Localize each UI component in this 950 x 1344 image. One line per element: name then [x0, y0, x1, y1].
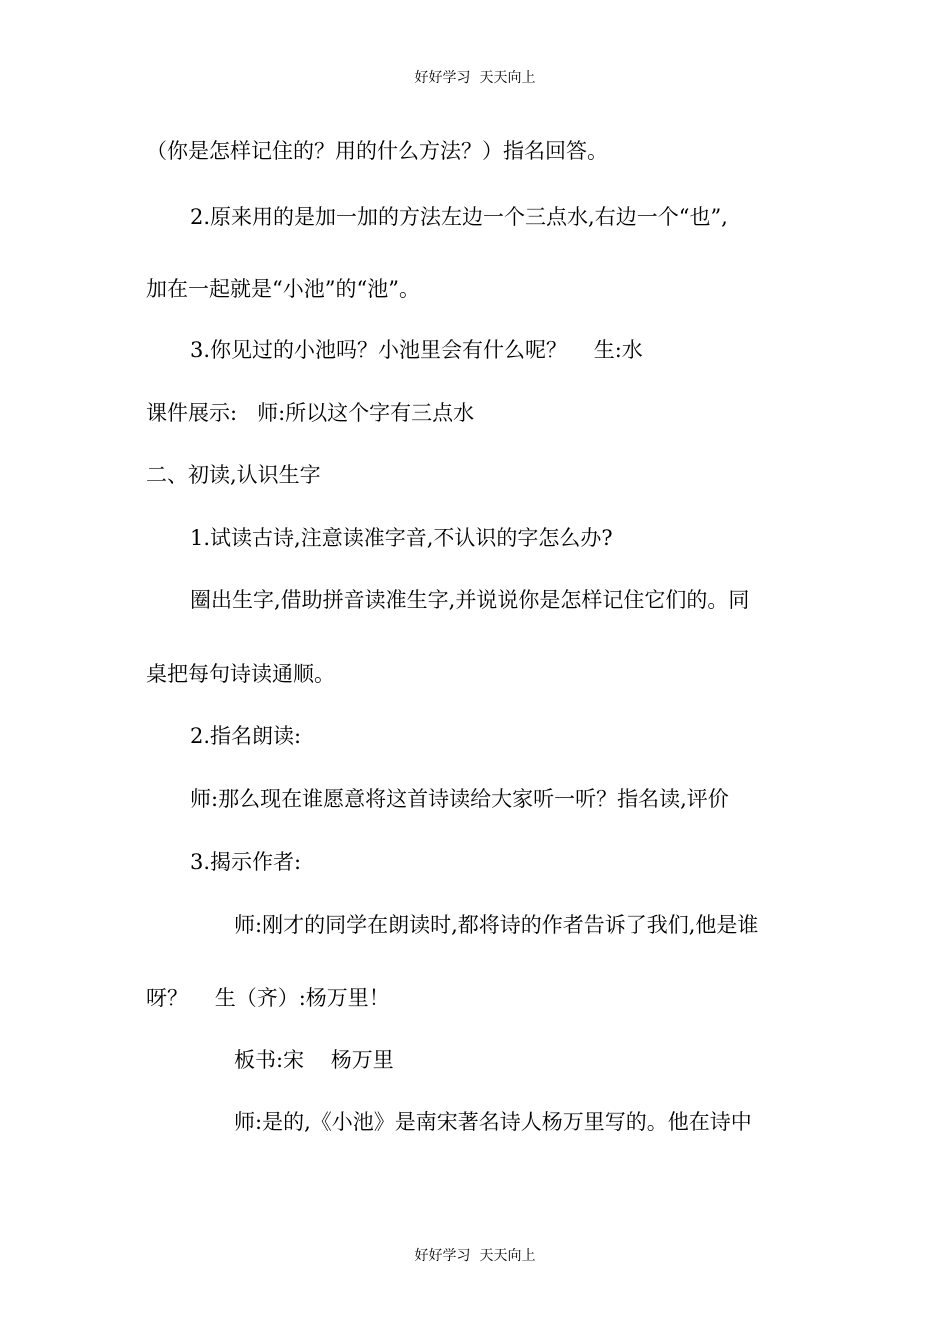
text-line-13: 师:刚才的同学在朗读时,都将诗的作者告诉了我们,他是谁: [234, 913, 759, 937]
text-line-11: 师:那么现在谁愿意将这首诗读给大家听一听？指名读,评价: [190, 787, 729, 811]
text-line-14: 呀？ 生（齐）:杨万里！: [146, 986, 390, 1010]
text-line-1: （你是怎样记住的？用的什么方法？）指名回答。: [146, 139, 608, 163]
text-line-12: 3.揭示作者:: [190, 850, 302, 874]
text-line-10: 2.指名朗读:: [190, 724, 302, 748]
text-line-7: 1.试读古诗,注意读准字音,不认识的字怎么办?: [190, 526, 613, 550]
text-line-3: 加在一起就是“小池”的“池”。: [146, 277, 420, 301]
page-header: 好好学习 天天向上: [414, 70, 536, 86]
text-line-8: 圈出生字,借助拼音读准生字,并说说你是怎样记住它们的。同: [190, 588, 750, 612]
text-line-4: 3.你见过的小池吗？小池里会有什么呢？ 生:水: [190, 338, 643, 362]
page-footer: 好好学习 天天向上: [414, 1248, 536, 1264]
text-line-9: 桌把每句诗读通顺。: [146, 662, 335, 686]
text-line-15: 板书:宋 杨万里: [234, 1048, 394, 1072]
text-line-5: 课件展示: 师:所以这个字有三点水: [146, 401, 475, 425]
text-line-2: 2.原来用的是加一加的方法左边一个三点水,右边一个“也”,: [190, 205, 728, 229]
text-line-16: 师:是的,《小池》是南宋著名诗人杨万里写的。他在诗中: [234, 1110, 752, 1134]
section-heading: 二、初读,认识生字: [146, 463, 321, 487]
